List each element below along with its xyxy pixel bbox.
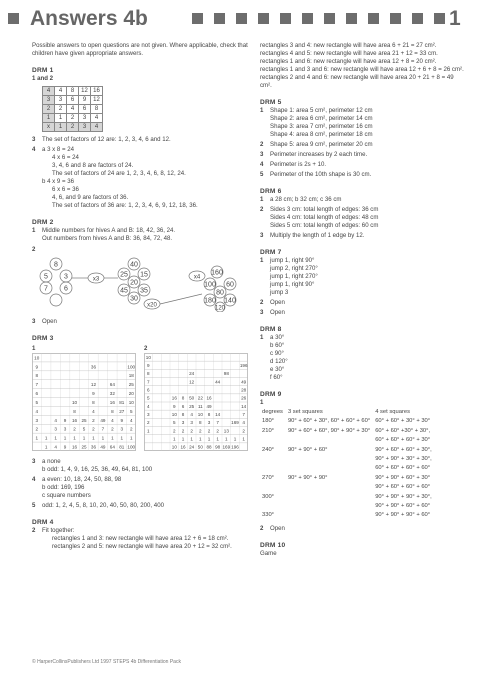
table-row — [262, 512, 435, 519]
drm3-charts — [32, 345, 252, 454]
chart-cell: 13 — [223, 428, 229, 434]
chart-cell: 8 — [73, 408, 76, 414]
table-cell: 2 — [67, 114, 79, 123]
hive-number: 15 — [140, 271, 148, 279]
chart-cell: 24 — [189, 444, 195, 450]
drm8-heading: DRM 8 — [260, 326, 282, 333]
hive-number: 3 — [64, 273, 68, 281]
drm2-q3: 3 Open — [32, 318, 57, 325]
table-cell: 2 — [55, 105, 67, 114]
banner-square-icon — [214, 13, 225, 24]
chart-cell: 2 — [181, 428, 185, 434]
table-row — [43, 105, 103, 114]
chart-cell: 1 — [190, 436, 193, 442]
table-cell: 90° + 90° + 60° + 30° — [375, 474, 431, 481]
chart-cell: 9 — [120, 417, 124, 423]
chart-cell: 1 — [82, 435, 86, 441]
chart-cell: 49 — [100, 417, 106, 423]
chart-cell: 10 — [171, 444, 177, 450]
chart-cell: 169 — [231, 420, 239, 426]
table-cell: 4 — [91, 123, 103, 132]
table-cell: 240° — [262, 446, 274, 453]
row-label: 4 — [35, 408, 39, 414]
row-label: 3 — [147, 412, 150, 418]
hive-number: 80 — [216, 289, 224, 297]
chart-cell: 26 — [241, 395, 247, 401]
drm2-heading: DRM 2 — [32, 219, 54, 226]
banner-square-icon — [346, 13, 357, 24]
chart-cell: 1 — [111, 435, 114, 441]
chart-cell: 8 — [181, 412, 185, 418]
table-cell: 90° + 90° + 60° + 60° — [375, 503, 431, 510]
table-cell: 4 — [55, 87, 67, 96]
table-cell — [262, 503, 286, 510]
table-cell: 90° + 90° + 90° — [287, 474, 328, 481]
chart-cell: 1 — [44, 444, 48, 450]
table-cell: 90° + 90° + 60° — [287, 446, 328, 453]
chart-cell: 2 — [216, 428, 219, 434]
drm9-heading: DRM 9 — [260, 391, 282, 398]
chart-cell: 1 — [233, 436, 237, 442]
hive-number: 35 — [140, 287, 148, 295]
chart-cell: 7 — [101, 426, 105, 432]
chart-cell: 3 — [63, 426, 67, 432]
table-cell: 180° — [262, 418, 274, 425]
row-label: 1 — [147, 428, 150, 434]
table-cell — [262, 456, 286, 463]
hive-number: 100 — [204, 281, 216, 289]
table-row — [262, 475, 435, 482]
table-cell — [288, 437, 373, 444]
hive-number: 120 — [214, 305, 226, 312]
hive-number: 180 — [204, 297, 216, 305]
chart-cell: 2 — [173, 428, 176, 434]
chart-cell: 10 — [128, 399, 134, 405]
banner-square-icon — [8, 13, 19, 24]
chart-cell: 2 — [92, 426, 95, 432]
drm4-q2: 2 Fit together: rectangles 1 and 3: new rectangle will have area 12 + 6 = 18 cm². rectangles 2 and 5: new rectangle will have area 20 + 12 = 32 cm². — [32, 527, 232, 550]
hive-number: 30 — [130, 295, 138, 303]
banner-square-icon — [434, 13, 445, 24]
chart-cell: 4 — [54, 444, 57, 450]
drm3-heading: DRM 3 — [32, 335, 54, 342]
drm8-q1: 1 a 30° b 60° c 90° d 120° e 30° f 60° — [260, 334, 288, 381]
chart-cell: 36 — [90, 364, 97, 370]
chart-cell: 50 — [189, 395, 195, 401]
drm3-q4: 4 a even: 10, 18, 24, 50, 88, 98 b odd: 169, 196 c square numbers — [32, 476, 122, 499]
chart-cell: 10 — [71, 399, 78, 405]
chart-cell: 14 — [215, 412, 221, 418]
chart-cell: 1 — [129, 435, 133, 441]
hive-number: 7 — [44, 285, 48, 293]
chart-cell: 25 — [81, 417, 87, 423]
table-row — [262, 447, 435, 454]
chart-cell: 64 — [109, 444, 115, 450]
drm5-q4: 4 Perimeter is 2s + 10. — [260, 161, 327, 168]
drm6-heading: DRM 6 — [260, 188, 282, 195]
chart-cell: 7 — [216, 420, 219, 426]
chart-cell: 5 — [173, 420, 176, 426]
chart-cell: 100 — [127, 444, 136, 450]
chart-cell: 27 — [119, 408, 125, 414]
table-row — [262, 437, 435, 444]
chart-cell: 16 — [109, 399, 115, 405]
chart-cell: 1 — [101, 435, 105, 441]
table-cell: 60° + 60° + 30° + 30° — [375, 418, 431, 425]
chart-cell: 2 — [92, 417, 95, 423]
chart-cell: 3 — [120, 426, 124, 432]
drm2-q2: 2 — [32, 246, 36, 253]
chart-cell: 16 — [71, 444, 78, 450]
chart-cell: 49 — [241, 379, 247, 385]
hive-diagram — [32, 254, 252, 312]
table-row — [43, 96, 103, 105]
chart-cell: 3 — [54, 426, 57, 432]
table-cell: 270° — [262, 474, 274, 481]
table-cell: 90° + 90° + 90° + 60° — [375, 512, 431, 519]
banner-square-icon — [236, 13, 247, 24]
chart-cell: 16 — [180, 444, 186, 450]
drm5-heading: DRM 5 — [260, 99, 282, 106]
chart-cell: 49 — [100, 444, 106, 450]
chart-cell: 169 — [222, 444, 231, 450]
chart-cell: 1 — [199, 436, 202, 442]
table-cell: 4 — [67, 105, 79, 114]
chart-cell: 1 — [44, 435, 48, 441]
table-cell: 6 — [67, 96, 79, 105]
chart-cell: 100 — [127, 364, 136, 370]
drm7-q2: 2 Open — [260, 299, 285, 306]
table-cell — [262, 484, 286, 491]
chart-cell: 2 — [129, 426, 133, 432]
table-cell — [288, 484, 373, 491]
right-column — [260, 42, 465, 558]
chart-cell: 12 — [90, 382, 97, 388]
row-label: 6 — [147, 387, 150, 393]
drm2-q1: 1 Middle numbers for hives A and B: 18, 42, 36, 24. Out numbers from hives A and B: 36, 84, 72, 48. — [32, 227, 176, 242]
hive-number: 6 — [64, 285, 68, 293]
table-cell: 3 — [55, 96, 67, 105]
table-cell: 4 — [91, 114, 103, 123]
row-label: 10 — [34, 355, 40, 361]
drm3-q1-label: 1 — [32, 345, 36, 352]
table-cell — [288, 503, 373, 510]
drm5-q1: 1 Shape 1: area 5 cm², perimeter 12 cm Shape 2: area 6 cm², perimeter 14 cm Shape 3: area 7 cm², perimeter 16 cm Shape 4: area 8 cm², perimeter 18 cm — [260, 107, 373, 138]
chart-cell: 196 — [239, 363, 248, 369]
hive-number: 20 — [130, 279, 138, 287]
table-row — [262, 503, 435, 510]
chart-cell: 88 — [206, 444, 212, 450]
table-row — [262, 465, 435, 472]
chart-cell: 1 — [225, 436, 228, 442]
table-cell: 90° + 60° + 60°, 90° + 90° + 30° — [287, 427, 371, 434]
row-label: 9 — [35, 364, 39, 370]
chart-cell: 1 — [120, 435, 124, 441]
row-label: 4 — [147, 403, 150, 409]
drm6-q3: 3 Multiply the length of 1 edge by 12. — [260, 232, 365, 239]
table-cell: 2 — [43, 105, 55, 114]
row-label: 2 — [35, 426, 39, 432]
chart-cell: 9 — [63, 444, 67, 450]
hive-number: 8 — [54, 261, 58, 269]
chart-cell: 44 — [215, 379, 221, 385]
chart-cell: 1 — [181, 436, 185, 442]
row-label: 5 — [147, 395, 150, 401]
chart-cell: 1 — [63, 435, 67, 441]
banner-square-icon — [368, 13, 379, 24]
chart-cell: 1 — [242, 436, 245, 442]
table-row — [43, 87, 103, 96]
chart-cell: 1 — [216, 436, 219, 442]
factor-chart-2 — [144, 353, 248, 451]
hive-operator: x4 — [193, 274, 201, 281]
table-cell: 16 — [91, 87, 103, 96]
chart-cell: 4 — [129, 417, 133, 423]
chart-cell: 24 — [189, 371, 195, 377]
chart-cell: 14 — [241, 403, 247, 409]
chart-cell: 9 — [92, 391, 95, 397]
chart-cell: 25 — [128, 382, 134, 388]
table-header: 3 set squares — [287, 409, 323, 415]
chart-cell: 81 — [119, 444, 125, 450]
left-column — [32, 42, 252, 551]
chart-cell: 5 — [129, 408, 133, 414]
table-cell: 4 — [43, 87, 55, 96]
chart-cell: 12 — [189, 379, 195, 385]
drm7-q3: 3 Open — [260, 309, 285, 316]
drm5-q2: 2 Shape 5: area 9 cm², perimeter 20 cm — [260, 141, 373, 148]
table-cell: 90° + 90° + 90° + 30°, — [375, 493, 432, 500]
chart-cell: 25 — [189, 403, 195, 409]
chart-cell: 18 — [128, 373, 134, 379]
table-cell: 60° + 60° +30° + 30°, — [375, 427, 431, 434]
table-cell: 8 — [67, 87, 79, 96]
drm1-q4: 4 a 3 x 8 = 24 4 x 6 = 24 3, 4, 6 and 8 are factors of 24. The set of factors of 24 are 1, 2, 3, 4, 6, 8, 12, 24. b 4 x 9 = 36 6 x 6 = 36 4, 6, and 9 are factors of 36. The set of factors of 36 are: 1, 2, 3, 4, 6, 9, 12, 18, 36. — [32, 146, 198, 209]
table-cell: 330° — [262, 512, 274, 519]
drm7-heading: DRM 7 — [260, 249, 282, 256]
chart-cell: 98 — [223, 371, 229, 377]
chart-cell: 8 — [207, 412, 211, 418]
row-label: 7 — [35, 382, 39, 388]
chart-cell: 8 — [111, 408, 114, 414]
chart-cell: 32 — [109, 391, 115, 397]
chart-cell: 8 — [199, 420, 202, 426]
table-cell — [262, 437, 286, 444]
drm4-continued: rectangles 3 and 4: new rectangle will have area 6 + 21 = 27 cm². rectangles 4 and 5: new rectangle will have area 21 + 12 = 33 cm. rectangles 1 and 6: new rectangle will have area 12 + 8 = 20 cm². rectangles 1 and 3 and 6: new rectangle will have area 12 + 6 + 8 = 26 cm². rectangles 2 and 4 and 6: new rectangle will have area 20 + 21 + 8 = 49 cm². — [260, 42, 464, 89]
drm6-q2: 2 Sides 3 cm: total length of edges: 36 cm Sides 4 cm: total length of edges: 48 cm Sides 5 cm: total length of edges: 60 cm — [260, 206, 379, 229]
chart-cell: 4 — [242, 420, 245, 426]
chart-cell: 2 — [199, 428, 202, 434]
table-cell: 3 — [43, 96, 55, 105]
table-row — [262, 456, 435, 463]
table-cell: 12 — [91, 96, 103, 105]
row-label: 8 — [147, 371, 150, 377]
table-row — [43, 123, 103, 132]
chart-cell: 4 — [190, 412, 193, 418]
chart-cell: 8 — [181, 395, 185, 401]
table-cell: 210° — [262, 427, 274, 434]
table-cell: 2 — [67, 123, 79, 132]
title-banner — [0, 6, 480, 32]
banner-square-icon — [258, 13, 269, 24]
table-cell: 90° + 60° + 60° + 30°, — [375, 446, 432, 453]
drm6-q1: 1 a 28 cm; b 32 cm; c 36 cm — [260, 196, 342, 203]
chart-cell: 98 — [215, 444, 221, 450]
row-label: 8 — [35, 373, 39, 379]
factor-chart-1 — [32, 353, 136, 451]
table-cell: 90° + 60° + 60° + 60° — [375, 484, 431, 491]
drm10-heading: DRM 10 — [260, 541, 286, 549]
hive-number: 140 — [224, 297, 236, 305]
chart-cell: 64 — [109, 382, 115, 388]
table-row — [262, 484, 435, 491]
chart-cell: 20 — [128, 391, 134, 397]
row-label: 2 — [147, 420, 150, 426]
chart-cell: 2 — [190, 428, 193, 434]
table-cell: 300° — [262, 493, 274, 500]
table-cell — [262, 465, 286, 472]
drm3-q3: 3 a none b odd: 1, 4, 9, 16, 25, 36, 49, 64, 81, 100 — [32, 458, 153, 473]
chart-cell: 11 — [197, 403, 203, 409]
row-label: 6 — [35, 391, 39, 397]
chart-cell: 7 — [242, 412, 245, 418]
chart-cell: 196 — [231, 444, 239, 450]
banner-square-icon — [192, 13, 203, 24]
chart-cell: 4 — [54, 417, 57, 423]
chart-cell: 2 — [242, 428, 245, 434]
hive-number: 25 — [120, 271, 128, 279]
table-header: degrees — [262, 409, 283, 415]
table-cell — [288, 494, 373, 501]
chart-cell: 2 — [111, 426, 114, 432]
drm3-q2-label: 2 — [144, 345, 148, 352]
chart-cell: 25 — [81, 444, 87, 450]
drm5-q3: 3 Perimeter increases by 2 each time. — [260, 151, 368, 158]
chart-cell: 1 — [173, 436, 176, 442]
table-cell: 1 — [43, 114, 55, 123]
hive-operator: x3 — [92, 276, 100, 283]
table-cell: 6 — [79, 105, 91, 114]
chart-cell: 1 — [54, 435, 57, 441]
row-label: 3 — [35, 417, 39, 423]
table-row — [262, 428, 435, 435]
footer-copyright: © HarperCollinsPublishers Ltd 1997 STEPS 4b Differentiation Pack — [32, 659, 181, 665]
chart-cell: 3 — [190, 420, 193, 426]
row-label: 9 — [147, 363, 150, 369]
chart-cell: 22 — [197, 395, 203, 401]
table-cell: 1 — [55, 114, 67, 123]
table-header: 4 set squares — [375, 409, 411, 415]
row-label: 7 — [147, 379, 150, 385]
page-title: Answers 4b — [30, 7, 148, 30]
banner-square-icon — [412, 13, 423, 24]
table-cell: 60° + 60° + 60° + 60° — [375, 465, 431, 472]
chart-cell: 1 — [207, 436, 211, 442]
table-cell: 90° + 60° + 30°, 60° + 60° + 60° — [287, 418, 371, 425]
table-cell: 60° + 60° + 60° + 30° — [375, 437, 431, 444]
banner-square-icon — [280, 13, 291, 24]
table-cell — [288, 456, 373, 463]
drm1-q3: 3 The set of factors of 12 are: 1, 2, 3, 4, 6 and 12. — [32, 136, 171, 143]
page-number: 1 — [449, 7, 461, 30]
hive-number: 5 — [44, 273, 48, 281]
chart-cell: 5 — [82, 426, 86, 432]
drm10-text: Game — [260, 549, 277, 557]
multiplication-grid — [42, 86, 103, 132]
table-cell: 8 — [91, 105, 103, 114]
drm1-q12-label: 1 and 2 — [32, 75, 53, 82]
chart-cell: 4 — [111, 417, 114, 423]
chart-cell: 1 — [73, 435, 76, 441]
drm5-q5: 5 Perimeter of the 10th shape is 30 cm. — [260, 171, 372, 178]
row-label: 10 — [145, 354, 151, 360]
chart-cell: 1 — [92, 435, 95, 441]
drm9-q1-label: 1 — [260, 399, 264, 406]
table-row — [43, 114, 103, 123]
banner-square-icon — [302, 13, 313, 24]
hive-number: 60 — [226, 281, 234, 289]
chart-cell: 2 — [207, 428, 211, 434]
chart-cell: 4 — [92, 408, 95, 414]
table-row — [262, 494, 435, 501]
chart-cell: 16 — [206, 395, 212, 401]
banner-square-icon — [324, 13, 335, 24]
hive-number: 40 — [130, 261, 138, 269]
chart-cell: 49 — [206, 403, 212, 409]
table-cell: 90° + 90° + 30° + 30°, — [375, 456, 432, 463]
table-cell: 3 — [79, 114, 91, 123]
chart-cell: 16 — [71, 417, 78, 423]
row-label: 1 — [35, 435, 39, 441]
drm9-q2: 2 Open — [260, 524, 285, 532]
chart-cell: 10 — [197, 412, 203, 418]
row-label: 5 — [35, 399, 39, 405]
table-cell: 9 — [79, 96, 91, 105]
table-cell: x — [43, 123, 55, 132]
hive-number: 160 — [211, 269, 223, 277]
drm1-heading: DRM 1 — [32, 67, 54, 74]
chart-cell: 8 — [92, 399, 95, 405]
chart-cell: 81 — [119, 399, 125, 405]
chart-cell: 36 — [90, 444, 97, 450]
degrees-table — [260, 407, 437, 522]
chart-cell: 9 — [63, 417, 67, 423]
hive-operator: x20 — [147, 302, 157, 309]
table-cell: 12 — [79, 87, 91, 96]
chart-cell: 2 — [73, 426, 76, 432]
chart-cell: 16 — [171, 395, 177, 401]
table-cell — [288, 465, 373, 472]
drm4-heading: DRM 4 — [32, 519, 54, 526]
intro-text: Possible answers to open questions are not given. Where applicable, check that children have given appropriate answers. — [32, 42, 248, 57]
table-cell: 3 — [79, 123, 91, 132]
chart-cell: 10 — [171, 412, 177, 418]
chart-cell: 3 — [181, 420, 185, 426]
table-cell — [288, 512, 373, 519]
drm7-q1: 1 jump 1, right 90° jump 2, right 270° jump 1, right 270° jump 1, right 90° jump 3 — [260, 257, 318, 296]
table-row — [262, 418, 435, 425]
chart-cell: 6 — [181, 403, 185, 409]
drm3-q5: 5 odd: 1, 2, 4, 5, 8, 10, 20, 40, 50, 80, 200, 400 — [32, 502, 164, 509]
table-cell: 1 — [55, 123, 67, 132]
banner-square-icon — [390, 13, 401, 24]
hive-number: 45 — [120, 287, 128, 295]
chart-cell: 28 — [241, 387, 247, 393]
chart-cell: 3 — [207, 420, 211, 426]
chart-cell: 50 — [197, 444, 203, 450]
chart-cell: 9 — [173, 403, 176, 409]
